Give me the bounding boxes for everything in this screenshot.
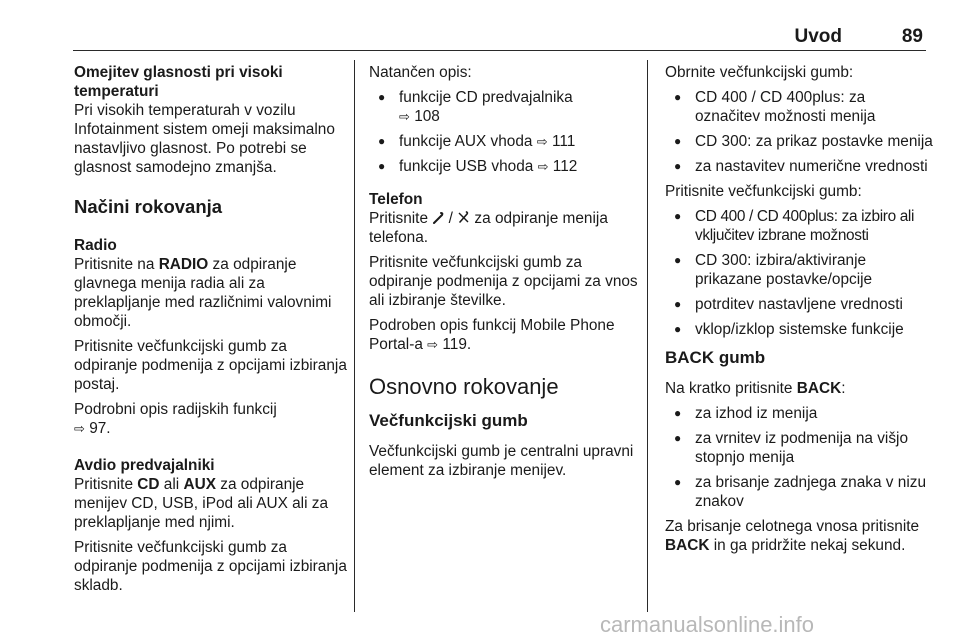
paragraph: Na kratko pritisnite BACK: [665,380,846,397]
phone-call-icon [432,212,444,224]
list-item: ● CD 300: za prikaz postavke menija [665,132,933,151]
paragraph: Podroben opis funkcij Mobile Phone Portal-a ⇨ 119. [369,317,615,353]
paragraph: Za brisanje celotnega vnosa pritisnite BACK in ga pridržite nekaj sekund. [665,518,920,554]
section-title: Načini rokovanja [74,196,223,217]
page-title: Uvod [794,26,842,47]
section-title: BACK gumb [665,348,766,367]
section-heading: Omejitev glasnosti pri visoki temperaturi [74,64,283,100]
list-item: ● za izhod iz menija [665,404,933,423]
list-item: ● funkcije AUX vhoda ⇨ 111 [369,132,639,151]
paragraph: Večfunkcijski gumb je centralni upravni element za izbiranje menijev. [369,443,634,479]
page-ref-icon: ⇨ [537,159,549,174]
column-divider [647,60,648,612]
column-3 [665,63,933,561]
list-item: ● potrditev nastavljene vrednosti [665,295,933,314]
paragraph: Pritisnite večfunkcijski gumb za odpiranje podmenija z opcijami za vnos ali izbiranje številke. [369,254,638,309]
paragraph: Pritisnite večfunkcijski gumb za odpiranje podmenija z opcijami izbiranja postaj. [74,338,347,393]
list-item: ● za nastavitev numerične vrednosti [665,157,933,176]
page-ref-icon: ⇨ [74,421,85,436]
page-ref-icon: ⇨ [427,337,439,352]
paragraph: Pritisnite večfunkcijski gumb: [665,183,862,200]
phone-end-icon [457,211,470,224]
watermark: carmanualsonline.info [600,612,815,637]
bullet-list [665,207,933,339]
list-item: ● za brisanje zadnjega znaka v nizu znakov [665,473,933,511]
paragraph: Pritisnite / za odpiranje menija telefona. [369,210,608,246]
column-2 [369,63,639,486]
list-item: ● CD 300: izbira/aktiviranje prikazane postavke/opcije [665,251,933,289]
paragraph: Pritisnite CD ali AUX za odpiranje menijev CD, USB, iPod ali AUX ali za preklapljanje med njimi. [74,476,329,531]
list-item: ● funkcije USB vhoda ⇨ 112 [369,157,639,176]
bullet-list [665,88,933,176]
header-rule [73,50,926,51]
list-item: ● CD 400 / CD 400plus: za izbiro ali vključitev izbrane možnosti [665,207,933,245]
subsection-heading: Telefon [369,191,423,208]
bullet-list [665,404,933,511]
column-1 [74,63,349,601]
paragraph: Podrobni opis radijskih funkcij ⇨ 97. [74,401,277,437]
bullet-list [369,88,639,176]
list-item: ● funkcije CD predvajalnika ⇨ 108 [369,88,639,126]
subsection-heading: Radio [74,237,117,254]
page-header [0,0,960,52]
paragraph: Pritisnite večfunkcijski gumb za odpiranje podmenija z opcijami izbiranja skladb. [74,539,347,594]
chapter-title: Osnovno rokovanje [369,374,559,399]
section-title: Večfunkcijski gumb [369,411,528,430]
paragraph: Obrnite večfunkcijski gumb: [665,64,854,81]
page-ref-icon: ⇨ [536,134,548,149]
paragraph: Natančen opis: [369,64,472,81]
list-item: ● CD 400 / CD 400plus: za označitev možnosti menija [665,88,933,126]
subsection-heading: Avdio predvajalniki [74,457,215,474]
paragraph: Pritisnite na RADIO za odpiranje glavnega menija radia ali za preklapljanje med različnimi valovnimi območji. [74,256,332,330]
list-item: ● vklop/izklop sistemske funkcije [665,320,933,339]
column-divider [354,60,355,612]
list-item: ● za vrnitev iz podmenija na višjo stopnjo menija [665,429,933,467]
page-number: 89 [901,26,923,47]
paragraph: Pri visokih temperaturah v vozilu Infotainment sistem omeji maksimalno nastavljivo glasnost. Po potrebi se glasnost samodejno zmanjša. [74,102,335,176]
page-ref-icon: ⇨ [399,109,410,124]
